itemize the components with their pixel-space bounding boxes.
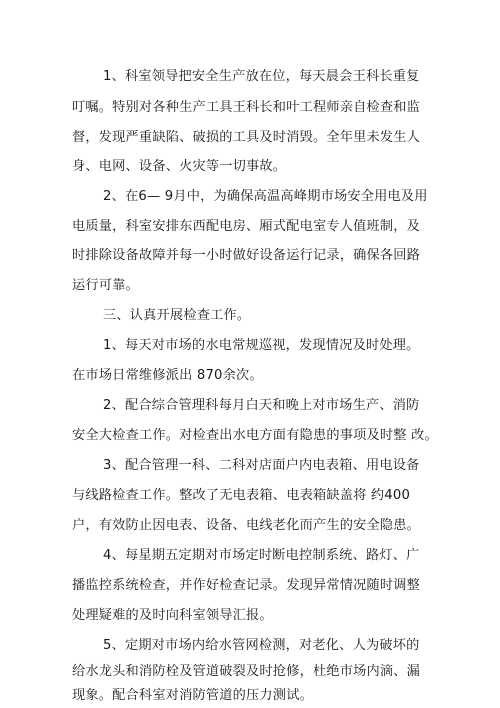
paragraph-1-line-2: 叮嘱。特别对各种生产工具王科长和叶工程师亲自检查和监	[72, 100, 421, 115]
item-5-line-2: 给水龙头和消防栓及管道破裂及时抢修，杜绝市场内滴、漏	[72, 664, 421, 679]
item-1-line-1: 1、每天对市场的水电常规巡视，发现情况及时处理。	[103, 338, 420, 353]
item-4-line-3: 处理疑难的及时向科室领导汇报。	[72, 608, 273, 623]
paragraph-2-line-4: 运行可靠。	[72, 278, 139, 293]
item-4-line-1: 4、每星期五定期对市场定时断电控制系统、路灯、广	[103, 548, 420, 563]
paragraph-1-line-4: 身、电网、设备、火灾等一切事故。	[72, 159, 287, 174]
paragraph-2-line-1: 2、在6— 9月中，为确保高温高峰期市场安全用电及用	[103, 189, 428, 204]
paragraph-1-line-3: 督，发现严重缺陷、破损的工具及时消毁。全年里未发生人	[72, 130, 421, 145]
item-5-line-3: 现象。配合科室对消防管道的压力测试。	[72, 688, 313, 703]
paragraph-1-line-1: 1、科室领导把安全生产放在位，每天晨会王科长重复	[103, 69, 420, 84]
item-5-line-1: 5、定期对市场内给水管网检测，对老化、人为破坏的	[103, 638, 420, 653]
item-3-line-3: 户，有效防止因电表、设备、电线老化而产生的安全隐患。	[72, 518, 421, 533]
item-3-line-1: 3、配合管理一科、二科对店面户内电表箱、用电设备	[103, 458, 420, 473]
item-2-line-2: 安全大检查工作。对检查出水电方面有隐患的事项及时整 改。	[72, 428, 438, 443]
item-4-line-2: 播监控系统检查，并作好检查记录。发现异常情况随时调整	[72, 578, 421, 593]
item-1-line-2: 在市场日常维修派出 870余次。	[72, 368, 263, 383]
item-2-line-1: 2、配合综合管理科每月白天和晚上对市场生产、消防	[103, 398, 420, 413]
paragraph-2-line-3: 时排除设备故障并每一小时做好设备运行记录，确保各回路	[72, 248, 421, 263]
paragraph-2-line-2: 电质量，科室安排东西配电房、厢式配电室专人值班制，及	[72, 219, 421, 234]
item-3-line-2: 与线路检查工作。整改了无电表箱、电表箱缺盖将 约400	[72, 488, 411, 503]
section-heading-inspection: 三、认真开展检查工作。	[103, 308, 251, 323]
